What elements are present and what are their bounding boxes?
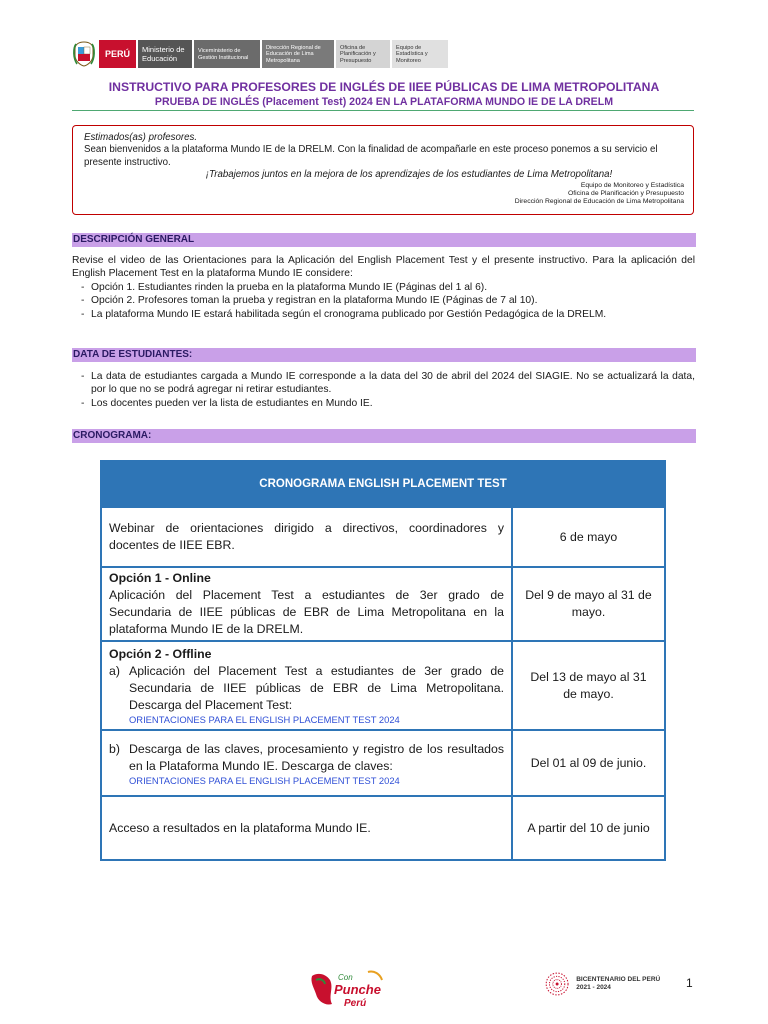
activity-cell <box>101 507 512 567</box>
activity-sublist <box>109 741 504 786</box>
section-heading-cronograma: CRONOGRAMA: <box>72 429 696 443</box>
signature-line: Equipo de Monitoreo y Estadística <box>580 181 684 189</box>
bicentenario-label: BICENTENARIO DEL PERÚ 2021 - 2024 <box>576 976 661 991</box>
date-cell: A partir del 10 de junio <box>512 796 665 860</box>
list-item: - Opción 1. Estudiantes rinden la prueba en la plataforma Mundo IE (Páginas del 1 al 6). <box>72 281 695 294</box>
greeting-motto: ¡Trabajemos juntos en la mejora de los aprendizajes de los estudiantes de Lima Metropolitana! <box>205 169 613 181</box>
table-row <box>101 507 665 567</box>
activity-text: Acceso a resultados en la plataforma Mundo IE. <box>109 820 371 835</box>
oficina-label: Oficina de Planificación y Presupuesto <box>336 40 390 68</box>
table-row <box>101 796 665 860</box>
document-title: INSTRUCTIVO PARA PROFESORES DE INGLÉS DE IIEE PÚBLICAS DE LIMA METROPOLITANA <box>108 80 660 94</box>
header-logo-bar <box>72 40 450 68</box>
option-title: Opción 1 - Online <box>109 571 211 585</box>
descripcion-body <box>72 254 695 321</box>
activity-text: Webinar de orientaciones dirigido a directivos, coordinadores y docentes de IIEE EBR. <box>109 521 504 552</box>
date-cell: Del 13 de mayo al 31 de mayo. <box>512 641 665 730</box>
activity-text: Aplicación del Placement Test a estudiantes de 3er grado de Secundaria de IIEE públicas de EBR de Lima Metropolitana. Descarga del Placement Test: <box>129 664 504 712</box>
activity-sublist <box>109 663 504 725</box>
date-cell: Del 01 al 09 de junio. <box>512 730 665 796</box>
table-header-row <box>101 461 665 507</box>
peru-coat-of-arms-icon <box>72 40 96 68</box>
list-marker: a) <box>109 664 120 678</box>
document-subtitle: PRUEBA DE INGLÉS (Placement Test) 2024 EN LA PLATAFORMA MUNDO IE DE LA DRELM <box>154 96 614 108</box>
date-cell: 6 de mayo <box>512 507 665 567</box>
list-item: - Los docentes pueden ver la lista de estudiantes en Mundo IE. <box>72 397 695 410</box>
option-title: Opción 2 - Offline <box>109 647 212 661</box>
page-number: 1 <box>686 976 693 990</box>
schedule-table-title: CRONOGRAMA ENGLISH PLACEMENT TEST <box>101 461 665 507</box>
table-row <box>101 567 665 641</box>
date-cell: Del 9 de mayo al 31 de mayo. <box>512 567 665 641</box>
signature-line: Oficina de Planificación y Presupuesto <box>568 189 684 197</box>
list-item: - La plataforma Mundo IE estará habilitada según el cronograma publicado por Gestión Pedagógica de la DRELM. <box>72 308 695 321</box>
list-item: - Opción 2. Profesores toman la prueba y registran en la plataforma Mundo IE (Páginas de 7 al 10). <box>72 294 695 307</box>
activity-cell <box>101 796 512 860</box>
viceministerio-label: Viceministerio de Gestión Institucional <box>194 40 260 68</box>
descripcion-intro: Revise el video de las Orientaciones para la Aplicación del English Placement Test y el presente instructivo. Para la aplicación del English Placement Test en la plataforma Mundo IE considere: <box>72 255 695 280</box>
signature-line: Dirección Regional de Educación de Lima Metropolitana <box>514 198 684 206</box>
section-heading-descripcion: DESCRIPCIÓN GENERAL <box>72 233 696 247</box>
svg-text:Con: Con <box>338 973 353 982</box>
section-heading-data: DATA DE ESTUDIANTES: <box>72 348 696 362</box>
title-divider <box>72 110 694 111</box>
orientaciones-link[interactable]: ORIENTACIONES PARA EL ENGLISH PLACEMENT TEST 2024 <box>129 714 400 725</box>
svg-text:Perú: Perú <box>344 998 367 1009</box>
greeting-welcome: Sean bienvenidos a la plataforma Mundo IE de la DRELM. Con la finalidad de acompañarle en este proceso ponemos a su servicio el presente instructivo. <box>84 144 658 168</box>
ministerio-label: Ministerio de Educación <box>138 40 192 68</box>
bicentenario-emblem-icon <box>544 966 570 1002</box>
greeting-salutation: Estimados(as) profesores. <box>84 132 198 143</box>
data-body <box>72 370 695 410</box>
schedule-table <box>100 460 666 861</box>
activity-cell <box>101 567 512 641</box>
peru-brand: PERÚ <box>99 40 136 68</box>
activity-cell <box>101 730 512 796</box>
con-punche-peru-logo <box>308 966 386 1010</box>
table-row <box>101 641 665 730</box>
list-item: - La data de estudiantes cargada a Mundo IE corresponde a la data del 30 de abril del 2024 del SIAGIE. No se actualizará la data, por lo que no se podrá agregar ni retirar estudiantes. <box>72 370 695 397</box>
equipo-label: Equipo de Estadística y Monitoreo <box>392 40 448 68</box>
table-row <box>101 730 665 796</box>
list-marker: b) <box>109 741 120 756</box>
greeting-box <box>72 125 694 215</box>
bicentenario-block <box>544 966 664 1002</box>
svg-text:Punche: Punche <box>334 982 381 997</box>
activity-text: Descarga de las claves, procesamiento y registro de los resultados en la Plataforma Mundo IE. Descarga de claves: <box>129 741 504 773</box>
orientaciones-link[interactable]: ORIENTACIONES PARA EL ENGLISH PLACEMENT TEST 2024 <box>129 774 400 786</box>
activity-text: Aplicación del Placement Test a estudiantes de 3er grado de Secundaria de IIEE públicas de EBR de Lima Metropolitana en la plataforma Mundo IE de la DRELM. <box>109 588 504 636</box>
drelm-label: Dirección Regional de Educación de Lima Metropolitana <box>262 40 334 68</box>
activity-cell <box>101 641 512 730</box>
